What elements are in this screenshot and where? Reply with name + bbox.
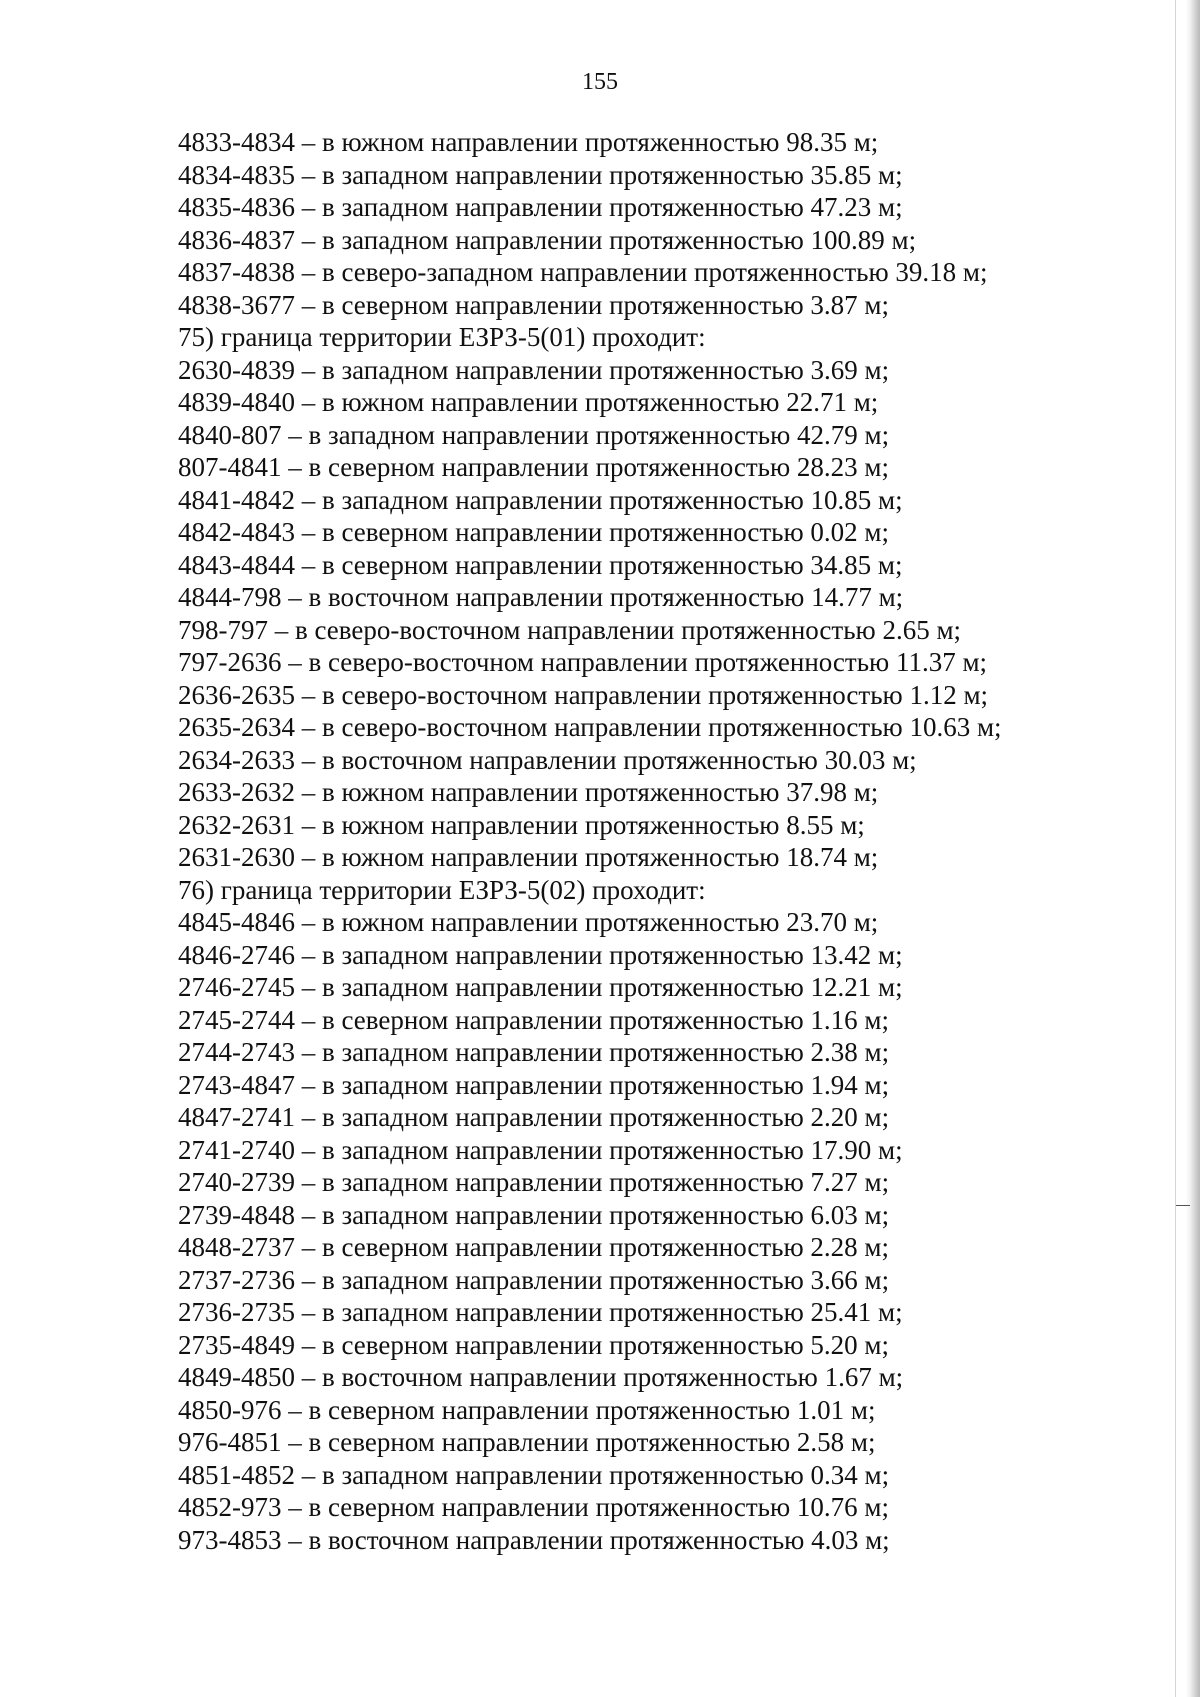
text-line: 2736-2735 – в западном направлении протяженностью 25.41 м; xyxy=(178,1297,903,1327)
section-heading: 76) граница территории ЕЗРЗ-5(02) проходит: xyxy=(178,874,706,905)
text-line: 2739-4848 – в западном направлении протяженностью 6.03 м; xyxy=(178,1199,890,1230)
text-line: 4848-2737 – в северном направлении протяженностью 2.28 м; xyxy=(178,1232,890,1262)
text-line: 2740-2739 – в западном направлении протяженностью 7.27 м; xyxy=(178,1167,890,1197)
text-line: 2635-2634 – в северо-восточном направлении протяженностью 10.63 м; xyxy=(178,712,1002,742)
text-line: 4851-4852 – в западном направлении протяженностью 0.34 м; xyxy=(178,1459,890,1490)
text-line: 2746-2745 – в западном направлении протяженностью 12.21 м; xyxy=(178,972,903,1002)
text-line: 797-2636 – в северо-восточном направлении протяженностью 11.37 м; xyxy=(178,647,988,677)
text-line: 4841-4842 – в западном направлении протяженностью 10.85 м; xyxy=(178,484,903,515)
text-line: 2744-2743 – в западном направлении протяженностью 2.38 м; xyxy=(178,1037,890,1067)
text-line: 4846-2746 – в западном направлении протяженностью 13.42 м; xyxy=(178,939,903,970)
text-line: 973-4853 – в восточном направлении протяженностью 4.03 м; xyxy=(178,1524,890,1555)
section-heading: 75) граница территории ЕЗРЗ-5(01) проходит: xyxy=(178,322,706,352)
text-line: 2630-4839 – в западном направлении протяженностью 3.69 м; xyxy=(178,354,890,385)
text-line: 2632-2631 – в южном направлении протяженностью 8.55 м; xyxy=(178,809,865,840)
text-line: 807-4841 – в северном направлении протяженностью 28.23 м; xyxy=(178,452,890,482)
text-line: 798-797 – в северо-восточном направлении протяженностью 2.65 м; xyxy=(178,614,962,645)
text-line: 4849-4850 – в восточном направлении протяженностью 1.67 м; xyxy=(178,1362,904,1392)
page-number: 155 xyxy=(582,69,618,95)
scan-edge-mark xyxy=(1176,1205,1190,1206)
text-line: 4840-807 – в западном направлении протяженностью 42.79 м; xyxy=(178,419,890,450)
text-line: 976-4851 – в северном направлении протяженностью 2.58 м; xyxy=(178,1427,876,1457)
text-line: 4850-976 – в северном направлении протяженностью 1.01 м; xyxy=(178,1394,876,1425)
scan-edge-shadow xyxy=(1186,0,1200,1697)
text-line: 4835-4836 – в западном направлении протяженностью 47.23 м; xyxy=(178,192,903,222)
text-line: 4847-2741 – в западном направлении протяженностью 2.20 м; xyxy=(178,1102,890,1132)
text-line: 2735-4849 – в северном направлении протяженностью 5.20 м; xyxy=(178,1329,890,1360)
text-line: 4839-4840 – в южном направлении протяженностью 22.71 м; xyxy=(178,387,879,417)
text-line: 2737-2736 – в западном направлении протяженностью 3.66 м; xyxy=(178,1264,890,1295)
text-line: 4842-4843 – в северном направлении протяженностью 0.02 м; xyxy=(178,517,890,547)
text-line: 4834-4835 – в западном направлении протяженностью 35.85 м; xyxy=(178,159,903,190)
text-line: 4837-4838 – в северо-западном направлении протяженностью 39.18 м; xyxy=(178,257,988,287)
text-line: 2634-2633 – в восточном направлении протяженностью 30.03 м; xyxy=(178,744,917,775)
text-line: 4843-4844 – в северном направлении протяженностью 34.85 м; xyxy=(178,549,903,580)
text-line: 2631-2630 – в южном направлении протяженностью 18.74 м; xyxy=(178,842,879,872)
text-line: 4836-4837 – в западном направлении протяженностью 100.89 м; xyxy=(178,224,917,255)
text-line: 2743-4847 – в западном направлении протяженностью 1.94 м; xyxy=(178,1069,890,1100)
text-line: 2745-2744 – в северном направлении протяженностью 1.16 м; xyxy=(178,1004,890,1035)
text-line: 4852-973 – в северном направлении протяженностью 10.76 м; xyxy=(178,1492,890,1522)
text-line: 2636-2635 – в северо-восточном направлении протяженностью 1.12 м; xyxy=(178,679,989,710)
text-line: 2633-2632 – в южном направлении протяженностью 37.98 м; xyxy=(178,777,879,807)
text-line: 2741-2740 – в западном направлении протяженностью 17.90 м; xyxy=(178,1134,903,1165)
text-line: 4833-4834 – в южном направлении протяженностью 98.35 м; xyxy=(178,127,879,157)
text-line: 4845-4846 – в южном направлении протяженностью 23.70 м; xyxy=(178,907,879,937)
scan-margin-line xyxy=(1175,0,1176,1697)
boundary-description-list xyxy=(178,126,1098,1556)
text-line: 4838-3677 – в северном направлении протяженностью 3.87 м; xyxy=(178,289,890,320)
text-line: 4844-798 – в восточном направлении протяженностью 14.77 м; xyxy=(178,582,904,612)
